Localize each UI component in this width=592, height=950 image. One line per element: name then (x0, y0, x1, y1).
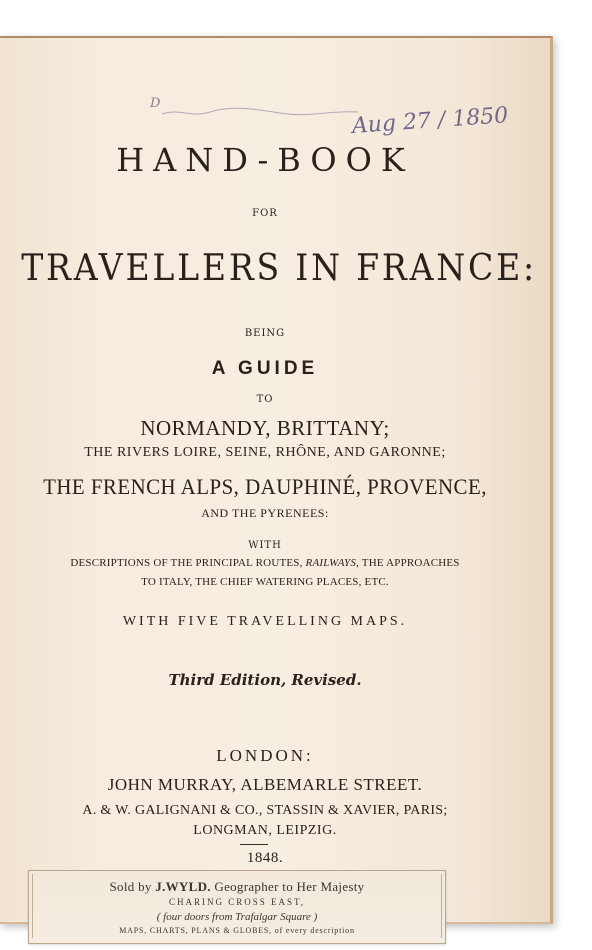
description-line-1 (0, 557, 530, 569)
title-alps-line: THE FRENCH ALPS, DAUPHINÉ, PROVENCE, (43, 474, 487, 499)
label-line-2: CHARING CROSS EAST, (168, 897, 306, 907)
description-line-2: TO ITALY, THE CHIEF WATERING PLACES, ETC. (141, 576, 389, 588)
handwritten-date: Aug 27 / 1850 (351, 103, 510, 139)
title-maps-line: WITH FIVE TRAVELLING MAPS. (122, 614, 408, 629)
imprint-rule (240, 844, 268, 845)
title-being: BEING (244, 328, 286, 339)
title-rivers-line: THE RIVERS LOIRE, SEINE, RHÔNE, AND GARONNE; (84, 445, 446, 460)
description-text-a: DESCRIPTIONS OF THE PRINCIPAL ROUTES, (70, 557, 306, 569)
label-line-3: ( four doors from Trafalgar Square ) (156, 911, 318, 923)
title-guide: A GUIDE (211, 358, 319, 379)
title-to: TO (256, 394, 274, 405)
edition-line: Third Edition, Revised. (168, 671, 362, 689)
label-geographer: Geographer to Her Majesty (210, 879, 365, 894)
title-for: FOR (252, 208, 278, 219)
handwritten-mark: D (150, 96, 161, 111)
label-wyld: J.WYLD. (155, 879, 211, 894)
label-line-4: MAPS, CHARTS, PLANS & GLOBES, of every description (119, 926, 355, 935)
label-line-1 (29, 879, 445, 895)
title-page-sheet (0, 36, 553, 935)
title-with: WITH (248, 540, 282, 551)
title-handbook: HAND-BOOK (116, 141, 414, 179)
handwritten-squiggle (160, 104, 360, 120)
imprint-galignani: A. & W. GALIGNANI & CO., STASSIN & XAVIER, PARIS; (82, 803, 448, 818)
description-text-b: , THE APPROACHES (356, 557, 460, 569)
imprint-murray: JOHN MURRAY, ALBEMARLE STREET. (107, 775, 423, 794)
label-sold-by: Sold by (109, 879, 156, 894)
title-pyrenees-line: AND THE PYRENEES: (201, 506, 329, 520)
main-title: TRAVELLERS IN FRANCE: (21, 248, 537, 289)
bookseller-label (28, 870, 446, 944)
imprint-london: LONDON: (216, 746, 314, 765)
imprint-year: 1848. (246, 850, 284, 866)
description-railways: RAILWAYS (305, 557, 357, 569)
imprint-longman: LONGMAN, LEIPZIG. (193, 823, 337, 838)
title-normandy-line: NORMANDY, BRITTANY; (140, 416, 390, 440)
